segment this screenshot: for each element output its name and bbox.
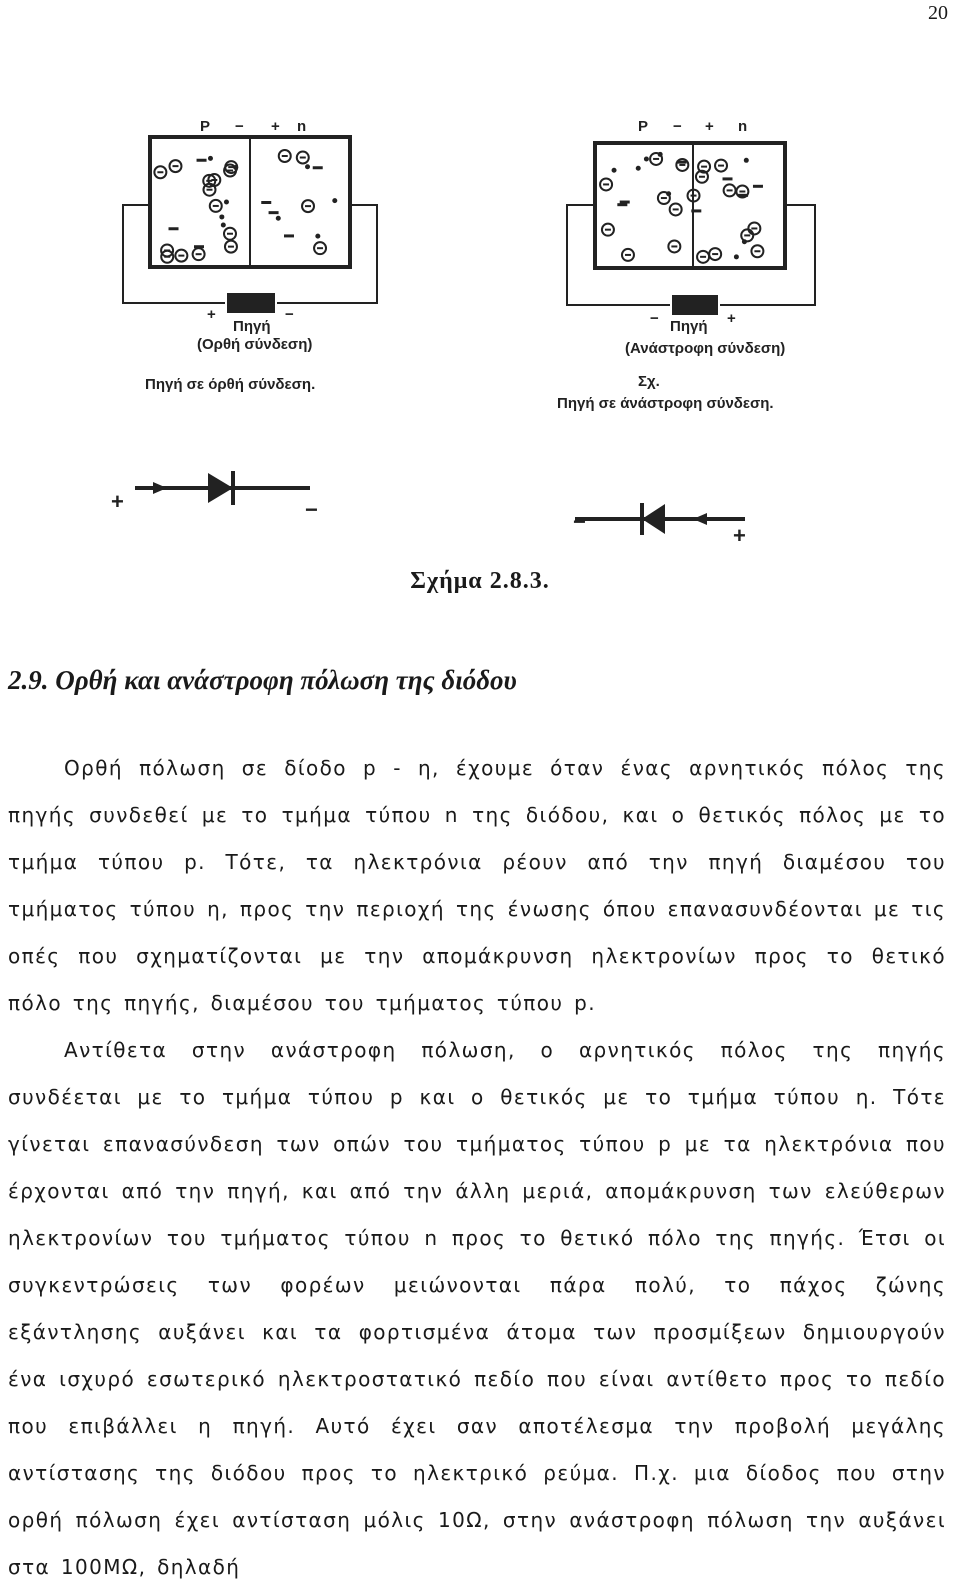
left-label-plus: +	[271, 118, 280, 135]
left-battery-minus: −	[285, 306, 294, 323]
left-terminal-plus: +	[111, 489, 124, 514]
right-battery-minus: −	[650, 310, 659, 327]
carrier-dot	[208, 156, 213, 161]
left-label-minus: −	[235, 118, 244, 135]
right-terminal-minus: −	[573, 509, 586, 534]
right-carriers	[600, 152, 763, 263]
right-label-p: P	[638, 118, 649, 135]
carrier-dot	[742, 239, 747, 244]
carrier-dot	[219, 214, 224, 219]
right-battery-icon	[672, 295, 718, 315]
right-label-n: n	[738, 118, 748, 135]
reverse-bias-diagram	[557, 118, 815, 548]
carrier-dot	[332, 198, 337, 203]
right-source-note: (Ανάστροφη σύνδεση)	[625, 340, 786, 357]
section-heading: 2.9. Ορθή και ανάστροφη πόλωση της διόδου	[8, 665, 517, 695]
left-battery-icon	[227, 293, 275, 313]
paragraph-forward-bias: Ορθή πόλωση σε δίοδο p - η, έχουμε όταν ένας αρνητικός πόλος της πηγής συνδεθεί με το τμήμα τύπου n της διόδου, και ο θετικός πόλος με το τμήμα τύπου p. Τότε, τα ηλεκτρόνια ρέουν από την πηγή διαμέσου του τμήματος τύπου η, προς την περιοχή της ένωσης όπου επανασυνδέονται με τις οπές που σχηματίζονται με την απομάκρυνση ηλεκτρονίων προς το θετικό πόλο της πηγής, διαμέσου του τμήματος τύπου p.	[8, 756, 946, 1015]
left-wire-left	[123, 205, 225, 303]
left-source-label: Πηγή	[233, 318, 271, 335]
carrier-dot	[644, 157, 649, 162]
left-battery-plus: +	[207, 306, 216, 323]
left-wire-right	[277, 205, 377, 303]
right-wire-left	[567, 205, 670, 305]
left-carriers	[154, 150, 337, 263]
right-caption: Πηγή σε άνάστροφη σύνδεση.	[557, 395, 774, 412]
left-caption: Πηγή σε όρθή σύνδεση.	[145, 376, 316, 393]
body-text	[8, 745, 946, 1591]
left-label-n: n	[297, 118, 307, 135]
carrier-dot	[224, 200, 229, 205]
carrier-dot	[305, 164, 310, 169]
right-terminal-plus: +	[733, 523, 746, 548]
right-wire-right	[720, 205, 815, 305]
right-diode-icon	[642, 504, 665, 534]
right-source-label: Πηγή	[670, 318, 708, 335]
carrier-dot	[666, 191, 671, 196]
right-battery-plus: +	[727, 310, 736, 327]
left-label-p: P	[200, 118, 211, 135]
carrier-dot	[276, 216, 281, 221]
carrier-dot	[636, 166, 641, 171]
paragraph-reverse-bias: Αντίθετα στην ανάστροφη πόλωση, ο αρνητικός πόλος της πηγής συνδέεται με το τμήμα τύπου p και ο θετικός με το τμήμα τύπου η. Τότε γίνεται επανασύνδεση των οπών του τμήματος τύπου p με τα ηλεκτρόνια που έρχονται από την πηγή, και από την άλλη μεριά, απομάκρυνση των ελεύθερων ηλεκτρονίων του τμήματος τύπου n προς το θετικό πόλο της πηγής. Έτσι οι συγκεντρώσεις των φορέων μειώνονται πάρα πολύ, το πάχος ζώνης εξάντλησης αυξάνει και τα φορτισμένα άτομα των προσμίξεων δημιουργούν ένα ισχυρό εσωτερικό ηλεκτροστατικό πεδίο που είναι αντίθετο προς το πεδίο που επιβάλλει η πηγή. Αυτό έχει σαν αποτέλεσμα την προβολή μεγάλης αντίστασης της διόδου προς το ηλεκτρικό ρεύμα. Π.χ. μια δίοδος που στην ορθή πόλωση έχει αντίσταση μόλις 10Ω, στην ανάστροφη πόλωση την αυξάνει στα 100ΜΩ, δηλαδή	[8, 1038, 946, 1579]
right-caption-prefix: Σχ.	[638, 373, 660, 390]
carrier-dot	[734, 254, 739, 259]
forward-bias-diagram	[111, 118, 377, 522]
left-source-note: (Ορθή σύνδεση)	[197, 336, 313, 353]
left-diode-icon	[208, 473, 233, 503]
left-arrow-icon	[153, 482, 167, 494]
carrier-dot	[315, 234, 320, 239]
diode-bias-figure	[105, 105, 845, 550]
right-label-minus: −	[673, 118, 682, 135]
right-arrow-icon	[693, 513, 707, 525]
carrier-dot	[221, 222, 226, 227]
right-label-plus: +	[705, 118, 714, 135]
carrier-dot	[612, 168, 617, 173]
left-terminal-minus: −	[305, 497, 318, 522]
page-number: 20	[928, 2, 948, 24]
figure-caption: Σχήμα 2.8.3.	[410, 568, 550, 594]
carrier-dot	[744, 158, 749, 163]
